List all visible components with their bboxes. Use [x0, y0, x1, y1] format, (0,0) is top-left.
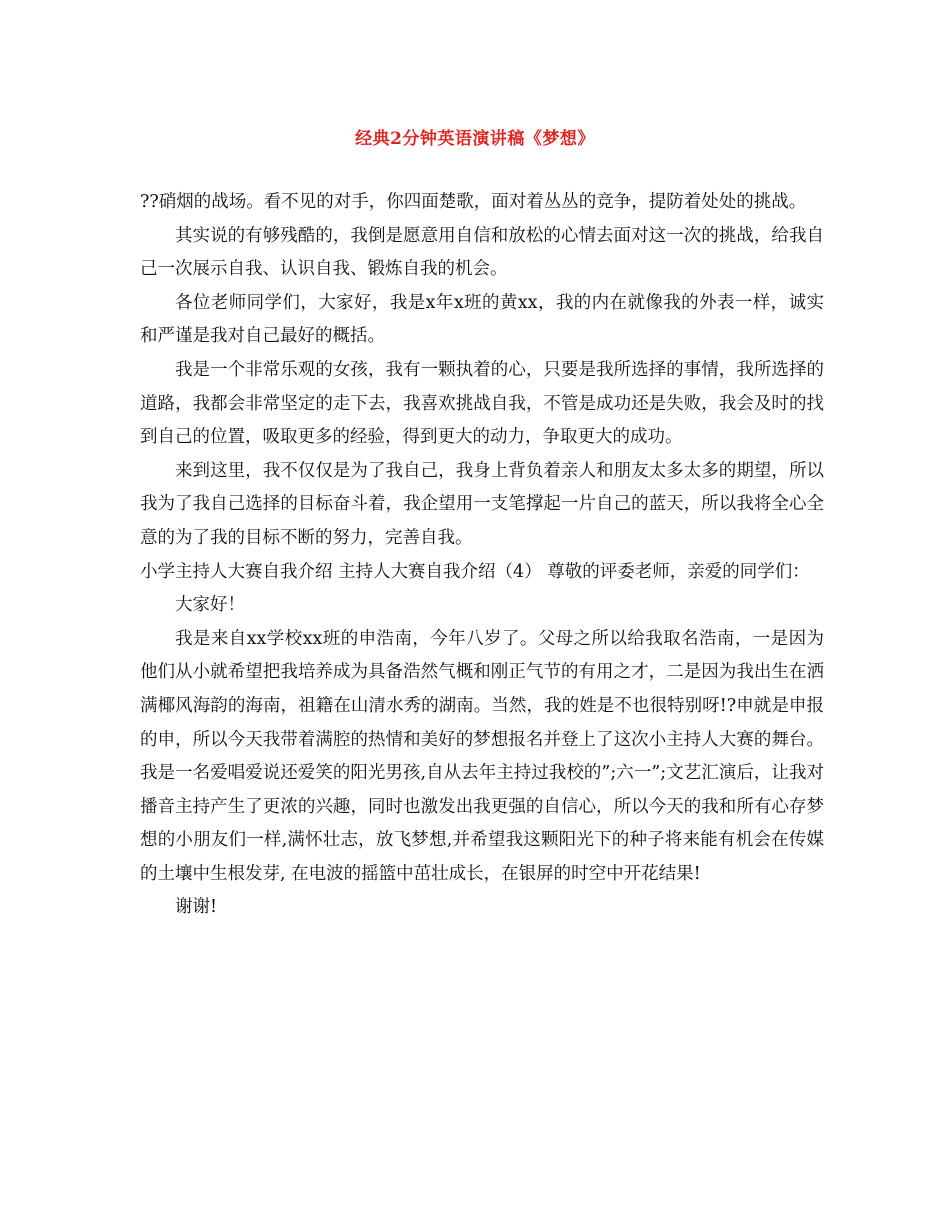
- paragraph-3: 各位老师同学们，大家好，我是x年x班的黄xx，我的内在就像我的外表一样，诚实和严谨是我对自己最好的概括。: [140, 292, 824, 347]
- document-body: [140, 186, 824, 925]
- paragraph-2: 其实说的有够残酷的，我倒是愿意用自信和放松的心情去面对这一次的挑战，给我自己一次展示自我、认识自我、锻炼自我的机会。: [140, 225, 824, 280]
- paragraph-7: 大家好！: [175, 595, 245, 616]
- paragraph-6: 小学主持人大赛自我介绍 主持人大赛自我介绍（4） 尊敬的评委老师，亲爱的同学们：: [140, 561, 810, 582]
- paragraph-5: 来到这里，我不仅仅是为了我自己，我身上背负着亲人和朋友太多太多的期望，所以我为了我自己选择的目标奋斗着，我企望用一支笔撑起一片自己的蓝天，所以我将全心全意的为了我的目标不断的努力，完善自我。: [140, 460, 824, 548]
- paragraph-9: 谢谢!: [175, 897, 218, 918]
- paragraph-8: 我是来自xx学校xx班的申浩南，今年八岁了。父母之所以给我取名浩南，一是因为他们从小就希望把我培养成为具备浩然气概和刚正气节的有用之才，二是因为我出生在洒满椰风海韵的海南，祖籍在山清水秀的湖南。当然，我的姓是不也很特别呀!?申就是申报的申，所以今天我带着满腔的热情和美好的梦想报名并登上了这次小主持人大赛的舞台。我是一名爱唱爱说还爱笑的阳光男孩,自从去年主持过我校的”;六一”;文艺汇演后，让我对播音主持产生了更浓的兴趣，同时也激发出我更强的自信心，所以今天的我和所有心存梦想的小朋友们一样,满怀壮志，放飞梦想,并希望我这颗阳光下的种子将来能有机会在传媒的土壤中生根发芽, 在电波的摇篮中茁壮成长，在银屏的时空中开花结果!: [140, 628, 824, 884]
- paragraph-1: ??硝烟的战场。看不见的对手，你四面楚歌，面对着丛丛的竞争，提防着处处的挑战。: [140, 192, 807, 212]
- paragraph-4: 我是一个非常乐观的女孩，我有一颗执着的心，只要是我所选择的事情，我所选择的道路，我都会非常坚定的走下去，我喜欢挑战自我，不管是成功还是失败，我会及时的找到自己的位置，吸取更多的经验，得到更大的动力，争取更大的成功。: [140, 359, 824, 448]
- document-title: 经典2分钟英语演讲稿《梦想》: [355, 129, 595, 149]
